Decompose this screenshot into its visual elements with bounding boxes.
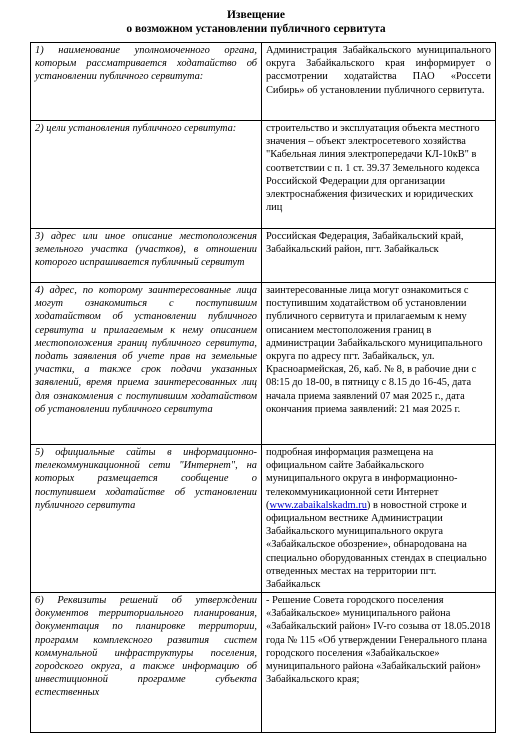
row-6-value: - Решение Совета городского поселения «Забайкальское» муниципального района «Забайкальский район» IV-го созыва от 18.05.2018 года № 115 «Об утверждении Генерального плана городского поселения «Забайкальское» муниципального района «Забайкальский район» Забайкальского края; xyxy=(262,593,496,733)
row-5-value xyxy=(262,445,496,593)
row-3-label: 3) адрес или иное описание местоположения земельного участка (участков), в отношении которого испрашивается публичный сервитут xyxy=(31,229,262,283)
row-5-text-after: ) в новостной строке и официальном вестнике Администрации Забайкальского муниципального округа «Забайкальское обозрение», обнародована на специально оборудованных стендах в специально отведенных местах на территории пгт. Забайкальск xyxy=(266,499,487,591)
website-link[interactable]: www.zabaikalskadm.ru xyxy=(269,499,367,511)
table-row xyxy=(31,593,496,733)
notice-title: Извещение xyxy=(226,9,286,21)
row-1-label: 1) наименование уполномоченного органа, которым рассматривается ходатайство об установлении публичного сервитута: xyxy=(31,43,262,121)
table-row xyxy=(31,229,496,283)
row-4-value: заинтересованные лица могут ознакомиться с поступившим ходатайством об установлении публичного сервитута и прилагаемым к нему описанием местоположения границ в администрации Забайкальского муниципального округа по адресу пгт. Забайкальск, ул. Красноармейская, 26, каб. № 8, в рабочие дни с 08:15 до 18-00, в пятницу с 8.15 до 16-45, дата начала приема заявлений 07 мая 2025 г., дата окончания приема заявлений: 21 мая 2025 г. xyxy=(262,283,496,445)
row-6-label: 6) Реквизиты решений об утверждении документов территориального планирования, документация по планировке территории, программ комплексного развития систем коммунальной инфраструктуры поселения, городского округа, а также информацию об инвестиционной программе субъекта естественных xyxy=(31,593,262,733)
table-row xyxy=(31,445,496,593)
table-row xyxy=(31,121,496,229)
row-3-value: Российская Федерация, Забайкальский край, Забайкальский район, пгт. Забайкальск xyxy=(262,229,496,283)
row-5-label: 5) официальные сайты в информационно-телекоммуникационной сети "Интернет", на которых размещается сообщение о поступившем ходатайстве об установлении публичного сервитута xyxy=(31,445,262,593)
row-2-label: 2) цели установления публичного сервитута: xyxy=(31,121,262,229)
notice-table xyxy=(30,42,496,733)
row-5-text-before: подробная информация размещена на официальном сайте Забайкальского муниципального округа в информационно-телекоммуникационной сети Интернет ( xyxy=(266,447,458,511)
notice-subtitle: о возможном установлении публичного сервитута xyxy=(126,23,386,35)
row-2-value: строительство и эксплуатация объекта местного значения – объект электросетевого хозяйства "Кабельная линия электропередачи КЛ-10кВ" в соответствии с п. 1 ст. 39.37 Земельного кодекса Российской Федерации для организации электроснабжения физических и юридических лиц xyxy=(262,121,496,229)
row-1-value: Администрация Забайкальского муниципального округа Забайкальского края информирует о рассмотрении ходатайства ПАО «Россети Сибирь» об установлении публичного сервитута. xyxy=(262,43,496,121)
row-4-label: 4) адрес, по которому заинтересованные лица могут ознакомиться с поступившим ходатайством об установлении публичного сервитута и прилагаемым к нему описанием местоположения границ публичного сервитута, подать заявления об учете прав на земельные участки, а также срок подачи указанных заявлений, время приема заинтересованных лиц для ознакомления с поступившим ходатайством об установлении публичного сервитута xyxy=(31,283,262,445)
table-row xyxy=(31,283,496,445)
table-row xyxy=(31,43,496,121)
